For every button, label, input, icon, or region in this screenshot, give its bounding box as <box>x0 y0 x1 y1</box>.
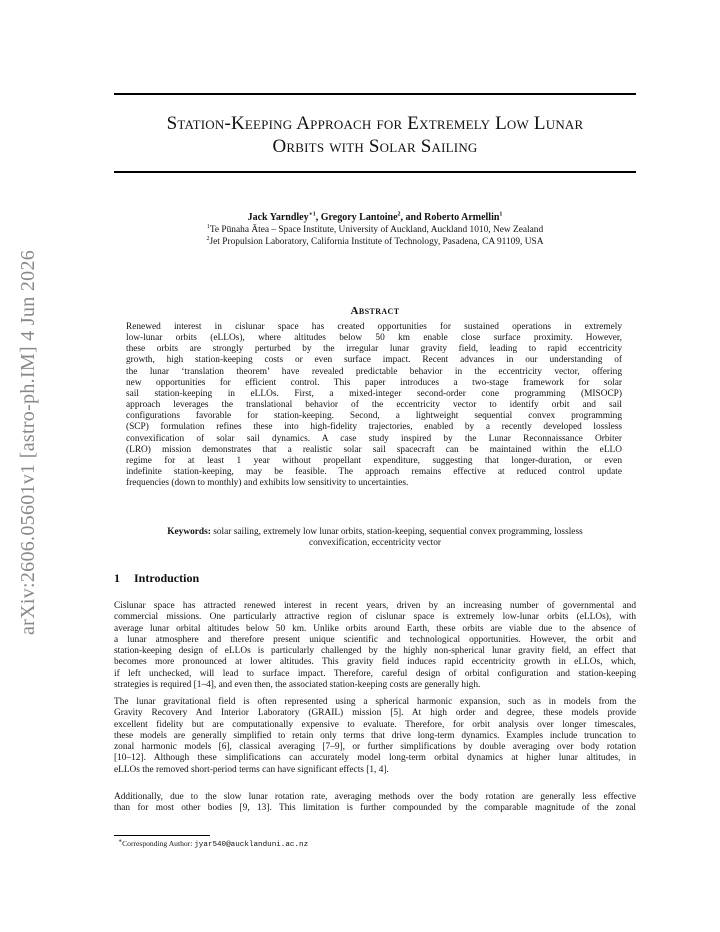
affiliation <box>114 225 636 236</box>
abstract-line: convexification of solar sail dynamics. A case study inspired by the Lunar Reconnaissance Orbiter <box>126 433 622 444</box>
paragraph-line: Additionally, due to the slow lunar rotation rate, averaging methods over the body rotation are generally less effective <box>114 792 636 802</box>
footnote-mark: ∗ <box>118 838 123 845</box>
paragraph-line: if left unchecked, will lead to surface impact. Therefore, careful design of orbital configuration and station-keeping <box>114 668 636 679</box>
abstract-line: the lunar ‘translation theorem’ have revealed predictable behavior in the eccentricity vector, offering <box>126 366 622 377</box>
affiliation <box>114 237 636 248</box>
author-list <box>114 212 636 224</box>
abstract-line: configurations favorable for station-keeping. Second, a lightweight sequential convex programming <box>126 411 622 422</box>
affiliation-text: Te Pūnaha Ātea – Space Institute, University of Auckland, Auckland 1010, New Zealand <box>209 225 544 235</box>
footnote-rule <box>114 835 210 836</box>
paragraph-line: excellent fidelity but are computationally expensive to evaluate. Therefore, for orbit analysis over longer timescales, <box>114 719 636 730</box>
paragraph-line: than for most other bodies [9, 13]. This limitation is further compounded by the comparable magnitude of the zonal <box>114 803 636 814</box>
affiliation-text: Jet Propulsion Laboratory, California Institute of Technology, Pasadena, CA 91109, USA <box>209 237 544 247</box>
corresponding-author-email[interactable]: jyar540@aucklanduni.ac.nz <box>194 841 309 849</box>
author-affiliation-mark: 2 <box>397 211 401 218</box>
affiliation-mark: 2 <box>206 235 210 242</box>
paragraph-line: eLLOs the removed short-period terms can have significant effects [1, 4]. <box>114 764 389 775</box>
section-number: 1 <box>114 571 120 585</box>
author-name: Roberto Armellin <box>424 212 500 223</box>
section-title: Introduction <box>134 571 200 585</box>
abstract-line: frequencies (down to monthly) and exhibits low sensitivity to uncertainties. <box>126 478 409 489</box>
keywords-text: convexification, eccentricity vector <box>308 538 442 549</box>
paragraph-line: [10–12]. Although these simplifications can accurately model long-term orbital dynamics at higher lunar altitudes, in <box>114 753 636 764</box>
abstract-line: low-lunar orbits (eLLOs), where altitudes below 50 km enable close surface proximity. However, <box>126 333 622 344</box>
author-affiliation-mark: ∗1 <box>308 211 316 218</box>
keywords <box>114 527 636 550</box>
paper-title <box>114 112 636 158</box>
author-separator: , <box>315 212 321 223</box>
title-rule-bottom <box>114 171 636 173</box>
section-heading <box>114 571 636 586</box>
paragraph-line: zonal harmonic models [6], classical averaging [7–9], or further simplifications by double averaging over body rotation <box>114 742 636 752</box>
body-paragraph <box>114 601 636 691</box>
affiliation-mark: 1 <box>206 223 210 230</box>
body-paragraph <box>114 697 636 776</box>
paragraph-line: becomes more pronounced at lower altitudes. This gravity field induces rapid eccentricity growth in eLLOs, which, <box>114 657 636 668</box>
abstract-line: Renewed interest in cislunar space has created opportunities for sustained operations in extremely <box>126 322 622 332</box>
abstract-line: approach leverages the translational behavior of the eccentricity vector to identify orbit and sail <box>126 400 622 411</box>
paragraph-line: these models are generally simplified to retain only terms that drive long-term dynamics. Examples include truncation to <box>114 730 636 741</box>
abstract-line: (SCP) formulation refines these into high-fidelity trajectories, enabled by a recently developed lossless <box>126 422 622 433</box>
author-name: Jack Yarndley <box>247 212 309 223</box>
abstract-line: new opportunities for efficient control. This paper introduces a two-stage framework for solar <box>126 377 622 388</box>
paragraph-line: Gravity Recovery And Interior Laboratory (GRAIL) mission [5]. At high order and degree, these models provide <box>114 708 636 719</box>
footnote-label: Corresponding Author: <box>122 839 195 848</box>
abstract-line: these orbits are strongly perturbed by the irregular lunar gravity field, leading to rapid eccentricity <box>126 344 622 355</box>
abstract-line: regime for at least 1 year without propellant expenditure, suggesting that longer-duration, or even <box>126 455 622 466</box>
abstract-heading: Abstract <box>350 305 400 317</box>
arxiv-identifier-stamp[interactable] <box>18 245 40 640</box>
paragraph-line: a lunar atmosphere and therefore present unique scientific and technological opportunities. However, the orbit and <box>114 634 636 645</box>
paragraph-line: average lunar orbital altitudes below 50 km. Unlike orbits around Earth, these orbits are viable due to the absence of <box>114 623 636 634</box>
paragraph-line: Cislunar space has attracted renewed interest in recent years, driven by an increasing number of governmental and <box>114 601 636 611</box>
author-affiliation-mark: 1 <box>499 211 503 218</box>
title-rule-top <box>114 93 636 95</box>
abstract-line: indefinite station-keeping, may be feasible. The approach remains effective at reduced control update <box>126 467 622 478</box>
author-separator: , and <box>400 212 425 223</box>
keywords-label: Keywords: <box>167 527 211 537</box>
abstract-line: (LRO) mission demonstrates that a realistic solar sail spacecraft can be maintained within the eLLO <box>126 444 622 455</box>
paper-title-line-2: Orbits with Solar Sailing <box>272 136 478 157</box>
paper-title-line-1: Station-Keeping Approach for Extremely Low Lunar <box>166 113 584 134</box>
paragraph-line: station-keeping design of eLLOs is particularly challenged by the highly non-spherical lunar gravity field, an effect that <box>114 646 636 656</box>
paragraph-line: strategies is required [1–4], and even then, the associated station-keeping costs are generally high. <box>114 679 481 690</box>
arxiv-identifier-text: arXiv:2606.05601v1 [astro-ph.IM] 4 Jun 2026 <box>17 249 40 636</box>
author-name: Gregory Lantoine <box>320 212 398 223</box>
abstract-body <box>126 322 622 489</box>
abstract-line: growth, high station-keeping costs or even surface impact. Recent advances in our understanding of <box>126 355 622 366</box>
paragraph-line: The lunar gravitational field is often represented using a spherical harmonic expansion, such as in models from the <box>114 697 636 707</box>
body-paragraph <box>114 792 636 815</box>
paragraph-line: commercial missions. One particularly attractive region of cislunar space is extremely low-lunar orbits (eLLOs), with <box>114 612 636 623</box>
abstract-line: sail station-keeping in eLLOs. First, a mixed-integer second-order cone programming (MISOCP) <box>126 388 622 399</box>
footnote <box>118 839 618 850</box>
keywords-text: solar sailing, extremely low lunar orbits, station-keeping, sequential convex programming, lossless <box>213 527 583 537</box>
